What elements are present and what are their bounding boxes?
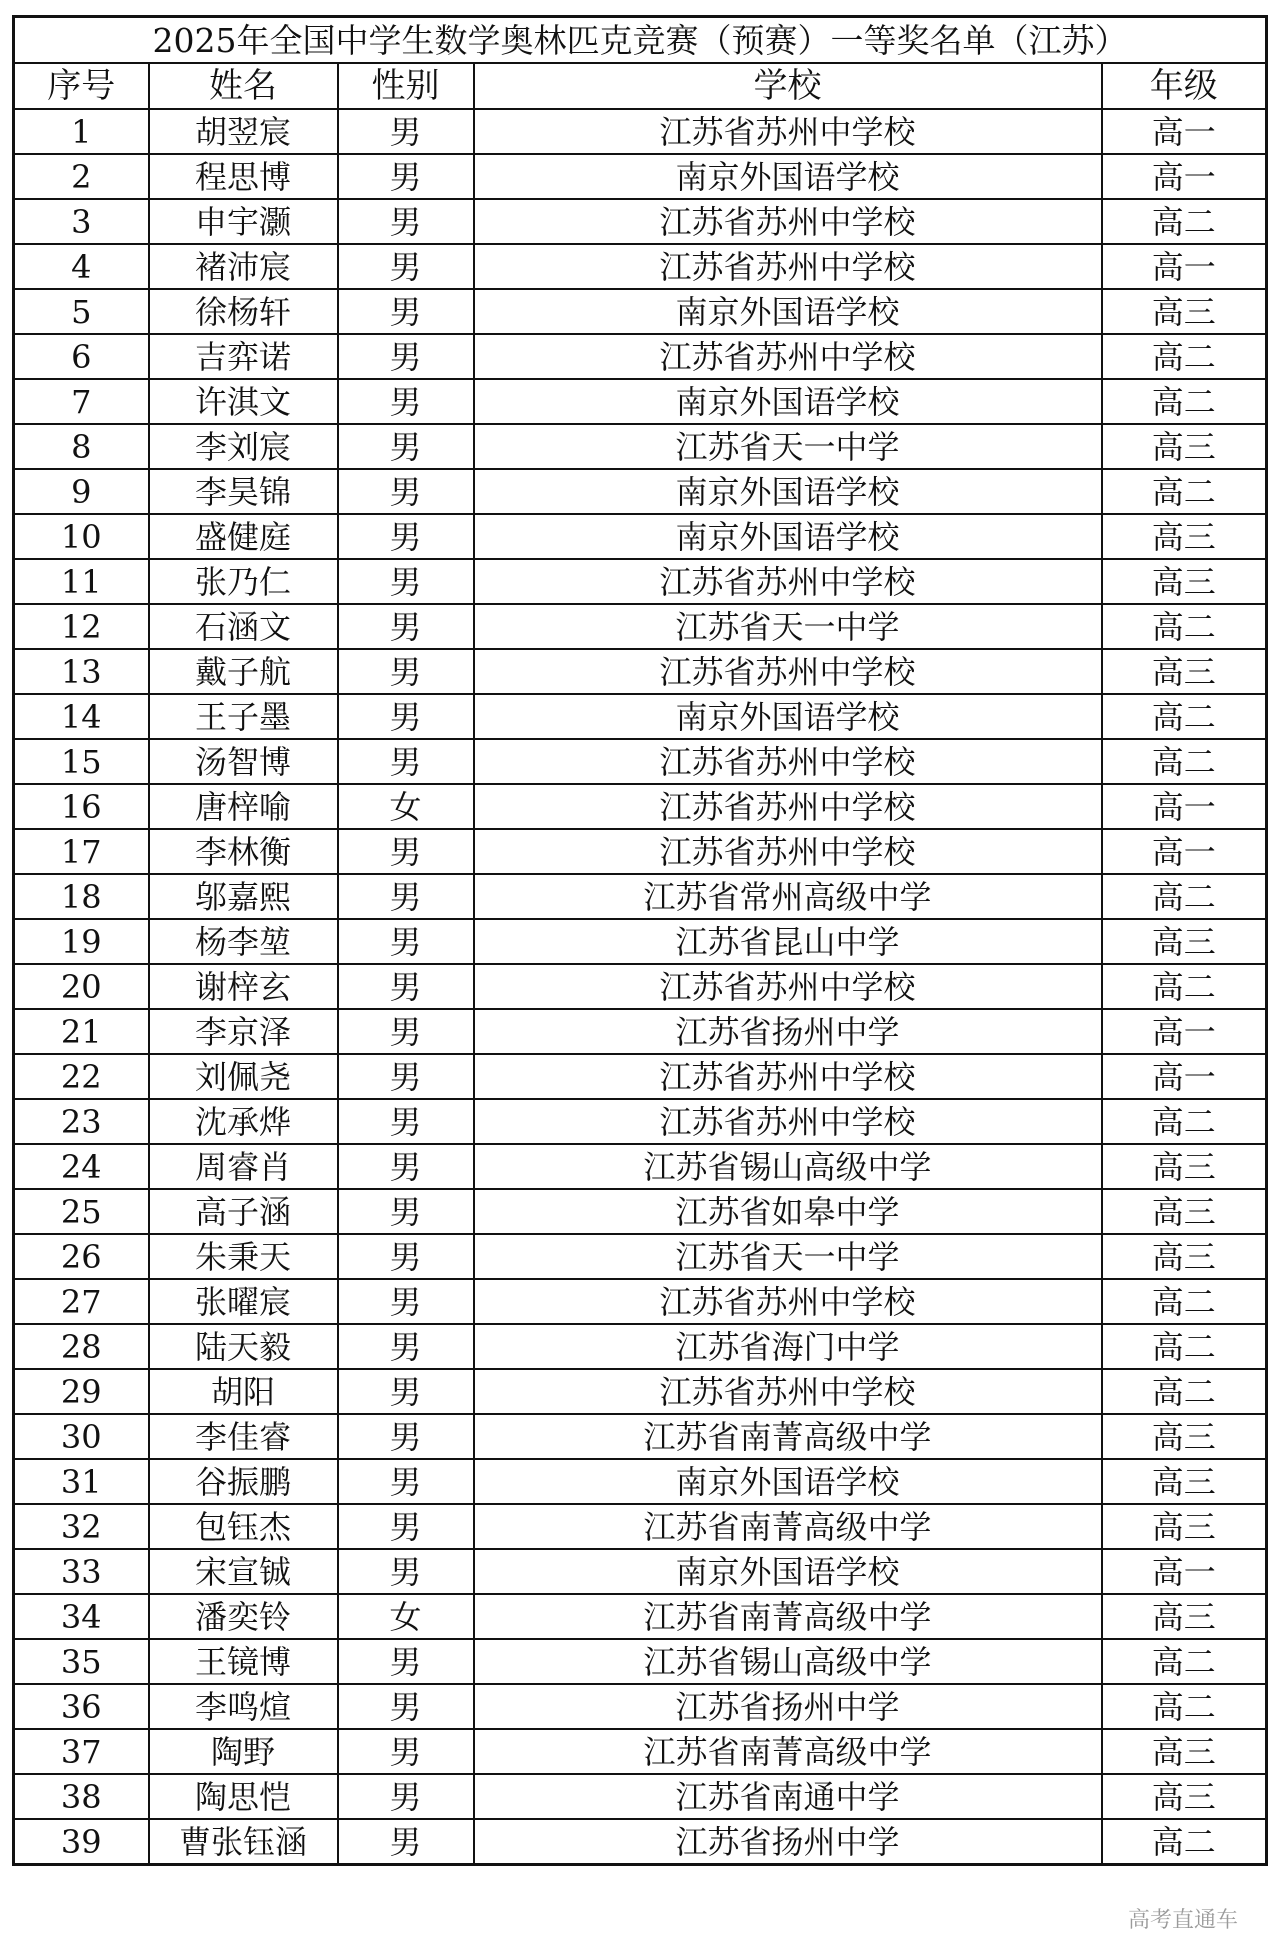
cell-gender: 男 — [338, 109, 474, 154]
cell-index: 29 — [14, 1369, 149, 1414]
cell-name: 周睿肖 — [149, 1144, 338, 1189]
cell-school: 南京外国语学校 — [474, 1549, 1102, 1594]
cell-school: 江苏省苏州中学校 — [474, 109, 1102, 154]
table-row — [14, 739, 1267, 784]
cell-grade: 高二 — [1102, 379, 1267, 424]
cell-grade: 高三 — [1102, 1414, 1267, 1459]
cell-school: 江苏省苏州中学校 — [474, 1099, 1102, 1144]
table-row — [14, 784, 1267, 829]
table-row — [14, 1234, 1267, 1279]
cell-name: 戴子航 — [149, 649, 338, 694]
cell-grade: 高一 — [1102, 154, 1267, 199]
table-row — [14, 199, 1267, 244]
cell-gender: 男 — [338, 199, 474, 244]
cell-gender: 男 — [338, 1189, 474, 1234]
cell-school: 江苏省天一中学 — [474, 604, 1102, 649]
header-index: 序号 — [14, 63, 149, 109]
cell-index: 19 — [14, 919, 149, 964]
cell-school: 江苏省如皋中学 — [474, 1189, 1102, 1234]
cell-index: 12 — [14, 604, 149, 649]
cell-school: 江苏省苏州中学校 — [474, 559, 1102, 604]
cell-index: 2 — [14, 154, 149, 199]
cell-index: 22 — [14, 1054, 149, 1099]
cell-grade: 高三 — [1102, 1459, 1267, 1504]
cell-gender: 男 — [338, 1369, 474, 1414]
cell-index: 26 — [14, 1234, 149, 1279]
watermark: 高考直通车 — [1127, 1908, 1238, 1933]
cell-gender: 男 — [338, 1774, 474, 1819]
table-row — [14, 649, 1267, 694]
cell-name: 李刘宸 — [149, 424, 338, 469]
cell-index: 8 — [14, 424, 149, 469]
table-row — [14, 1504, 1267, 1549]
cell-gender: 男 — [338, 1819, 474, 1865]
table-row — [14, 604, 1267, 649]
cell-name: 胡阳 — [149, 1369, 338, 1414]
cell-index: 31 — [14, 1459, 149, 1504]
cell-grade: 高一 — [1102, 1054, 1267, 1099]
cell-school: 江苏省扬州中学 — [474, 1009, 1102, 1054]
cell-grade: 高二 — [1102, 1279, 1267, 1324]
cell-school: 江苏省苏州中学校 — [474, 829, 1102, 874]
cell-school: 江苏省昆山中学 — [474, 919, 1102, 964]
table-row — [14, 244, 1267, 289]
cell-name: 沈承烨 — [149, 1099, 338, 1144]
cell-grade: 高一 — [1102, 1009, 1267, 1054]
cell-gender: 男 — [338, 514, 474, 559]
table-row — [14, 1819, 1267, 1865]
cell-name: 邬嘉熙 — [149, 874, 338, 919]
cell-school: 江苏省常州高级中学 — [474, 874, 1102, 919]
cell-school: 江苏省苏州中学校 — [474, 199, 1102, 244]
cell-school: 南京外国语学校 — [474, 469, 1102, 514]
table-row — [14, 1144, 1267, 1189]
cell-gender: 男 — [338, 289, 474, 334]
cell-grade: 高三 — [1102, 1504, 1267, 1549]
cell-school: 江苏省南菁高级中学 — [474, 1414, 1102, 1459]
cell-index: 20 — [14, 964, 149, 1009]
cell-name: 朱秉天 — [149, 1234, 338, 1279]
cell-grade: 高三 — [1102, 1234, 1267, 1279]
cell-name: 高子涵 — [149, 1189, 338, 1234]
cell-name: 石涵文 — [149, 604, 338, 649]
cell-school: 南京外国语学校 — [474, 154, 1102, 199]
cell-school: 江苏省扬州中学 — [474, 1684, 1102, 1729]
cell-grade: 高三 — [1102, 424, 1267, 469]
cell-index: 37 — [14, 1729, 149, 1774]
header-gender: 性别 — [338, 63, 474, 109]
cell-gender: 男 — [338, 1684, 474, 1729]
cell-name: 陆天毅 — [149, 1324, 338, 1369]
table-row — [14, 919, 1267, 964]
cell-school: 江苏省锡山高级中学 — [474, 1144, 1102, 1189]
cell-gender: 男 — [338, 1639, 474, 1684]
cell-grade: 高二 — [1102, 874, 1267, 919]
cell-gender: 男 — [338, 1504, 474, 1549]
table-row — [14, 469, 1267, 514]
table-row — [14, 1279, 1267, 1324]
cell-grade: 高二 — [1102, 964, 1267, 1009]
cell-grade: 高一 — [1102, 244, 1267, 289]
table-row — [14, 1009, 1267, 1054]
cell-gender: 男 — [338, 1459, 474, 1504]
cell-name: 陶思恺 — [149, 1774, 338, 1819]
cell-school: 江苏省苏州中学校 — [474, 964, 1102, 1009]
cell-school: 江苏省苏州中学校 — [474, 649, 1102, 694]
cell-index: 35 — [14, 1639, 149, 1684]
cell-gender: 男 — [338, 874, 474, 919]
cell-grade: 高三 — [1102, 514, 1267, 559]
cell-grade: 高三 — [1102, 1144, 1267, 1189]
cell-index: 10 — [14, 514, 149, 559]
table-row — [14, 964, 1267, 1009]
cell-school: 江苏省苏州中学校 — [474, 1054, 1102, 1099]
header-row — [14, 63, 1267, 109]
header-school: 学校 — [474, 63, 1102, 109]
cell-gender: 男 — [338, 964, 474, 1009]
cell-index: 3 — [14, 199, 149, 244]
cell-gender: 男 — [338, 1279, 474, 1324]
cell-grade: 高三 — [1102, 1189, 1267, 1234]
table-row — [14, 334, 1267, 379]
cell-school: 江苏省扬州中学 — [474, 1819, 1102, 1865]
cell-school: 江苏省南通中学 — [474, 1774, 1102, 1819]
cell-grade: 高三 — [1102, 1594, 1267, 1639]
table-row — [14, 154, 1267, 199]
table-row — [14, 1639, 1267, 1684]
title-row — [14, 17, 1267, 64]
table-row — [14, 514, 1267, 559]
cell-gender: 男 — [338, 694, 474, 739]
cell-name: 许淇文 — [149, 379, 338, 424]
cell-school: 江苏省苏州中学校 — [474, 244, 1102, 289]
cell-index: 7 — [14, 379, 149, 424]
table-row — [14, 1189, 1267, 1234]
table-row — [14, 1324, 1267, 1369]
cell-name: 程思博 — [149, 154, 338, 199]
cell-name: 李林衡 — [149, 829, 338, 874]
cell-name: 宋宣铖 — [149, 1549, 338, 1594]
cell-grade: 高一 — [1102, 784, 1267, 829]
cell-grade: 高一 — [1102, 109, 1267, 154]
cell-index: 34 — [14, 1594, 149, 1639]
cell-index: 6 — [14, 334, 149, 379]
cell-school: 江苏省苏州中学校 — [474, 1369, 1102, 1414]
table-row — [14, 1414, 1267, 1459]
cell-name: 申宇灏 — [149, 199, 338, 244]
cell-gender: 男 — [338, 424, 474, 469]
cell-index: 5 — [14, 289, 149, 334]
cell-name: 刘佩尧 — [149, 1054, 338, 1099]
cell-school: 江苏省苏州中学校 — [474, 784, 1102, 829]
cell-name: 王子墨 — [149, 694, 338, 739]
cell-index: 16 — [14, 784, 149, 829]
cell-school: 江苏省海门中学 — [474, 1324, 1102, 1369]
cell-name: 吉弈诺 — [149, 334, 338, 379]
cell-index: 28 — [14, 1324, 149, 1369]
cell-index: 33 — [14, 1549, 149, 1594]
table-row — [14, 1054, 1267, 1099]
cell-name: 徐杨轩 — [149, 289, 338, 334]
cell-index: 18 — [14, 874, 149, 919]
cell-index: 21 — [14, 1009, 149, 1054]
cell-school: 南京外国语学校 — [474, 514, 1102, 559]
cell-gender: 男 — [338, 334, 474, 379]
cell-name: 李佳睿 — [149, 1414, 338, 1459]
cell-school: 江苏省南菁高级中学 — [474, 1594, 1102, 1639]
cell-name: 李鸣煊 — [149, 1684, 338, 1729]
cell-name: 王镜博 — [149, 1639, 338, 1684]
cell-grade: 高二 — [1102, 334, 1267, 379]
table-row — [14, 694, 1267, 739]
cell-grade: 高二 — [1102, 469, 1267, 514]
cell-grade: 高一 — [1102, 829, 1267, 874]
cell-gender: 男 — [338, 1324, 474, 1369]
cell-gender: 男 — [338, 1234, 474, 1279]
table-row — [14, 1099, 1267, 1144]
cell-name: 盛健庭 — [149, 514, 338, 559]
cell-school: 江苏省天一中学 — [474, 424, 1102, 469]
table-row — [14, 1369, 1267, 1414]
cell-gender: 男 — [338, 1729, 474, 1774]
cell-grade: 高三 — [1102, 1774, 1267, 1819]
cell-school: 南京外国语学校 — [474, 379, 1102, 424]
cell-gender: 男 — [338, 919, 474, 964]
cell-name: 张乃仁 — [149, 559, 338, 604]
cell-index: 14 — [14, 694, 149, 739]
cell-index: 24 — [14, 1144, 149, 1189]
cell-name: 潘奕铃 — [149, 1594, 338, 1639]
table-row — [14, 109, 1267, 154]
cell-name: 包钰杰 — [149, 1504, 338, 1549]
table-row — [14, 874, 1267, 919]
cell-gender: 男 — [338, 649, 474, 694]
cell-gender: 男 — [338, 1144, 474, 1189]
cell-index: 1 — [14, 109, 149, 154]
cell-name: 李昊锦 — [149, 469, 338, 514]
cell-grade: 高三 — [1102, 649, 1267, 694]
table-row — [14, 1594, 1267, 1639]
cell-grade: 高二 — [1102, 1819, 1267, 1865]
cell-gender: 男 — [338, 559, 474, 604]
table-row — [14, 1459, 1267, 1504]
cell-gender: 男 — [338, 154, 474, 199]
cell-school: 江苏省南菁高级中学 — [474, 1504, 1102, 1549]
cell-index: 15 — [14, 739, 149, 784]
cell-school: 江苏省天一中学 — [474, 1234, 1102, 1279]
cell-index: 11 — [14, 559, 149, 604]
cell-gender: 男 — [338, 244, 474, 289]
table-row — [14, 1729, 1267, 1774]
cell-gender: 男 — [338, 1549, 474, 1594]
cell-gender: 女 — [338, 1594, 474, 1639]
cell-gender: 男 — [338, 379, 474, 424]
cell-school: 江苏省苏州中学校 — [474, 1279, 1102, 1324]
table-row — [14, 424, 1267, 469]
cell-grade: 高三 — [1102, 919, 1267, 964]
cell-index: 4 — [14, 244, 149, 289]
cell-grade: 高二 — [1102, 1684, 1267, 1729]
cell-school: 南京外国语学校 — [474, 1459, 1102, 1504]
cell-grade: 高二 — [1102, 1369, 1267, 1414]
cell-gender: 男 — [338, 469, 474, 514]
cell-grade: 高二 — [1102, 199, 1267, 244]
cell-name: 曹张钰涵 — [149, 1819, 338, 1865]
cell-grade: 高二 — [1102, 1324, 1267, 1369]
cell-name: 杨李堃 — [149, 919, 338, 964]
cell-index: 36 — [14, 1684, 149, 1729]
cell-gender: 男 — [338, 604, 474, 649]
cell-name: 褚沛宸 — [149, 244, 338, 289]
cell-name: 张曜宸 — [149, 1279, 338, 1324]
cell-grade: 高二 — [1102, 1639, 1267, 1684]
cell-gender: 男 — [338, 1009, 474, 1054]
cell-index: 30 — [14, 1414, 149, 1459]
cell-name: 谷振鹏 — [149, 1459, 338, 1504]
table-row — [14, 1684, 1267, 1729]
cell-school: 南京外国语学校 — [474, 694, 1102, 739]
header-grade: 年级 — [1102, 63, 1267, 109]
cell-name: 胡翌宸 — [149, 109, 338, 154]
cell-index: 25 — [14, 1189, 149, 1234]
cell-name: 汤智博 — [149, 739, 338, 784]
table-row — [14, 289, 1267, 334]
table-row — [14, 1774, 1267, 1819]
table-row — [14, 1549, 1267, 1594]
cell-gender: 男 — [338, 829, 474, 874]
cell-school: 江苏省苏州中学校 — [474, 739, 1102, 784]
table-row — [14, 379, 1267, 424]
award-list-table — [12, 15, 1268, 1866]
cell-index: 27 — [14, 1279, 149, 1324]
cell-name: 谢梓玄 — [149, 964, 338, 1009]
cell-grade: 高二 — [1102, 739, 1267, 784]
cell-gender: 男 — [338, 739, 474, 784]
cell-school: 江苏省南菁高级中学 — [474, 1729, 1102, 1774]
cell-index: 17 — [14, 829, 149, 874]
cell-index: 38 — [14, 1774, 149, 1819]
cell-gender: 男 — [338, 1099, 474, 1144]
cell-name: 李京泽 — [149, 1009, 338, 1054]
cell-index: 39 — [14, 1819, 149, 1865]
cell-index: 9 — [14, 469, 149, 514]
cell-school: 江苏省苏州中学校 — [474, 334, 1102, 379]
cell-gender: 男 — [338, 1414, 474, 1459]
cell-grade: 高二 — [1102, 694, 1267, 739]
cell-grade: 高一 — [1102, 1549, 1267, 1594]
cell-grade: 高三 — [1102, 1729, 1267, 1774]
cell-grade: 高二 — [1102, 604, 1267, 649]
cell-index: 13 — [14, 649, 149, 694]
table-row — [14, 829, 1267, 874]
cell-grade: 高二 — [1102, 1099, 1267, 1144]
table-row — [14, 559, 1267, 604]
cell-index: 23 — [14, 1099, 149, 1144]
table-title: 2025年全国中学生数学奥林匹克竞赛（预赛）一等奖名单（江苏） — [14, 17, 1267, 64]
cell-school: 江苏省锡山高级中学 — [474, 1639, 1102, 1684]
cell-grade: 高三 — [1102, 289, 1267, 334]
cell-name: 陶野 — [149, 1729, 338, 1774]
cell-index: 32 — [14, 1504, 149, 1549]
cell-gender: 男 — [338, 1054, 474, 1099]
cell-grade: 高三 — [1102, 559, 1267, 604]
cell-school: 南京外国语学校 — [474, 289, 1102, 334]
header-name: 姓名 — [149, 63, 338, 109]
cell-gender: 女 — [338, 784, 474, 829]
cell-name: 唐梓喻 — [149, 784, 338, 829]
